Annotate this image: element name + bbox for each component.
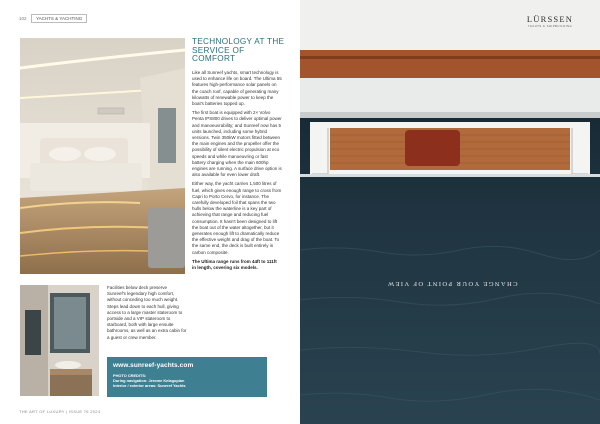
advert-tagline: CHANGE YOUR POINT OF VIEW	[386, 280, 518, 287]
lower-paragraph: Facilities below deck preserve Sunreef's legendary high comfort, without conceding too much weight. Steps lead down to each hull, giving access to a large master stateroom to portside and a VIP stateroom to starboard, both with large ensuite bathrooms, as well as an extra cabin for a guest or crew member.	[107, 285, 187, 340]
brand-subtitle: YACHTS & SHIPBUILDING	[527, 25, 573, 28]
credits-heading: PHOTO CREDITS:	[113, 373, 147, 378]
article-body	[192, 70, 282, 274]
website-link[interactable]: www.sunreef-yachts.com	[113, 362, 194, 369]
page-number: 102	[19, 16, 27, 21]
closing-bold	[192, 259, 282, 271]
advert-page	[300, 0, 600, 424]
bathroom-photo	[20, 285, 99, 396]
paragraph: Like all Sunreef yachts, smart technology is used to enhance life on board. The Ultima 55 features high-performance solar panels on the coach roof, capable of generating many kilowatts of renewable power to keep the boat's batteries topped up.	[192, 70, 282, 107]
paragraph: Either way, the yacht carries 1,500 litres of fuel, which gives enough range to cross from Capri to Porto Cervo, for instance. The carefully developed foil that spans the two hulls below the waterline is a key part of achieving that range and reducing fuel consumption. It hasn't been designed to lift the boat out of the water altogether, but it generates enough lift to dramatically reduce the effective weight and drag of the boat. To the same end, the deck is built entirely in carbon composite.	[192, 181, 282, 255]
brand-name: LÜRSSEN	[526, 14, 574, 24]
brand-logo	[520, 14, 580, 28]
cabin-photo	[20, 38, 185, 274]
yacht-aerial-photo	[300, 0, 600, 424]
cabin-photo-illustration	[20, 38, 185, 274]
credits-line-2: Interior / exterior areas: Sunreef Yachts	[113, 383, 186, 388]
credits-box	[107, 357, 267, 397]
page-footer: THE ART OF LUXURY | ISSUE 76 2024	[19, 409, 101, 414]
article-title: TECHNOLOGY AT THE SERVICE OF COMFORT	[192, 37, 285, 64]
section-tag: YACHTS & YACHTING	[31, 14, 87, 23]
bathroom-photo-illustration	[20, 285, 99, 396]
closing-bold-text: The Ultima range runs from 44ft to 111ft in length, covering six models.	[192, 258, 277, 271]
credits-line-1: During navigation: Jerome Kelagopian	[113, 378, 185, 383]
paragraph: The first boat is equipped with 2× Volvo Penta IPS800 drives to deliver optimal power and manoeuvrability; and Sunreef now has 5 units launched, including some hybrid versions. Twin 350kW motors fitted between the main engines and the propeller offer the possibility of silent electric propulsion at eco speeds and while manoeuvring or fast battery charging when the main 600hp engines are running. A surface drive option is also available for even lower draft.	[192, 110, 282, 178]
